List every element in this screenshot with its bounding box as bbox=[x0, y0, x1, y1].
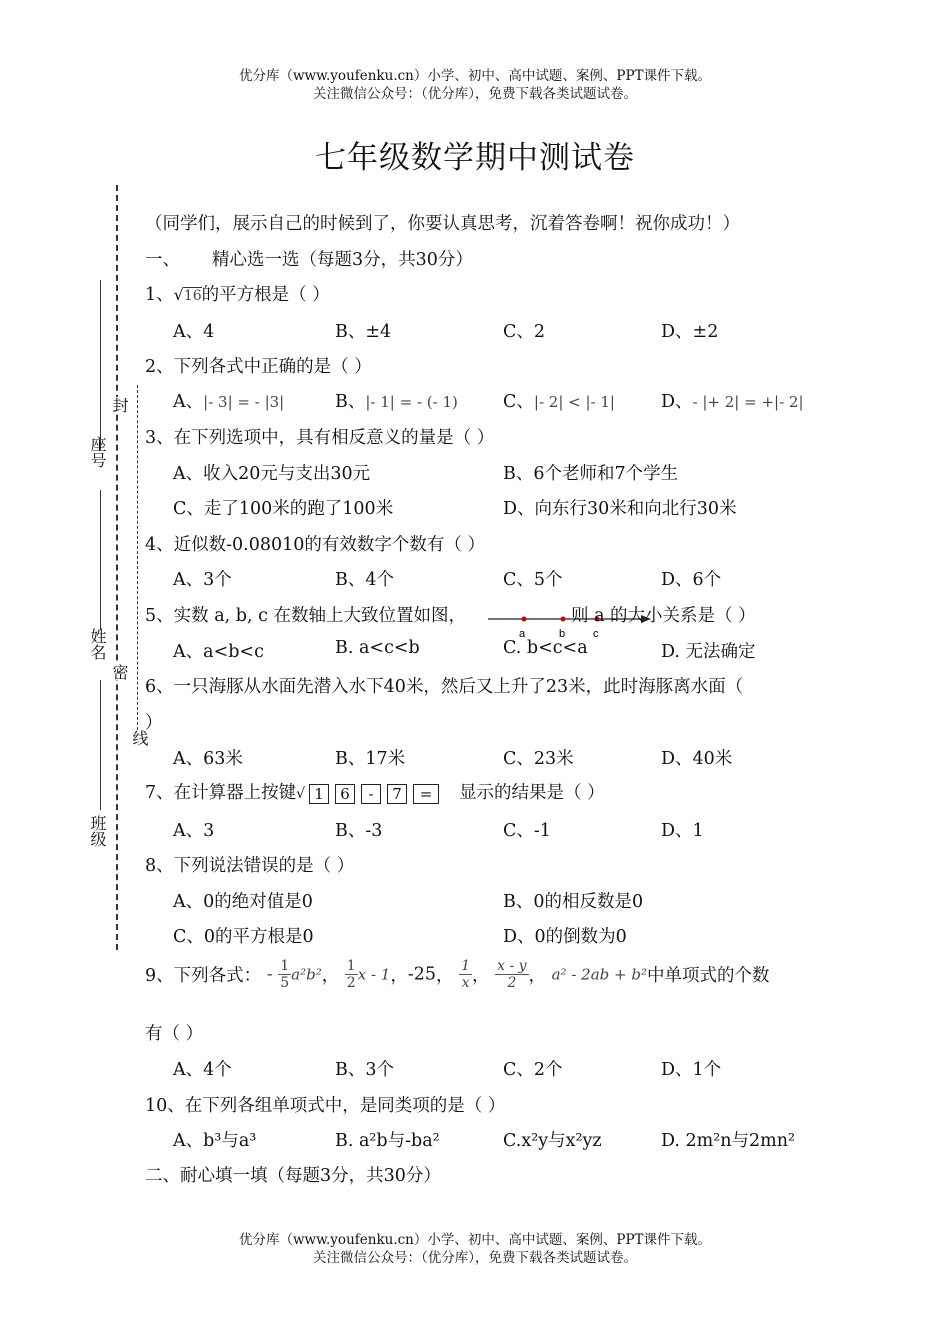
q7-option-d: D、1 bbox=[661, 821, 704, 841]
sqrt-icon: √ bbox=[173, 285, 184, 304]
q6-option-c: C、23米 bbox=[503, 749, 574, 769]
q8-option-c: C、0的平方根是0 bbox=[173, 927, 314, 947]
key-6: 6 bbox=[335, 784, 355, 804]
key-1: 1 bbox=[309, 784, 329, 804]
q8-option-d: D、0的倒数为0 bbox=[503, 927, 627, 947]
q10-option-a: A、b³与a³ bbox=[173, 1131, 257, 1151]
q9-option-d: D、1个 bbox=[661, 1060, 722, 1080]
point-b-label: b bbox=[559, 628, 566, 640]
q8-option-b: B、0的相反数是0 bbox=[503, 892, 644, 912]
section2-title: 二、耐心填一填（每题3分，共30分） bbox=[145, 1166, 441, 1186]
q5-option-d: D. 无法确定 bbox=[661, 642, 756, 662]
q9-frac-2-den: 2 bbox=[346, 975, 356, 991]
footer-line-2: 关注微信公众号：（优分库），免费下载各类试题试卷。 bbox=[313, 1250, 637, 1266]
seat-label: 座号 bbox=[88, 436, 107, 468]
q6-stem: 6、一只海豚从水面先潜入水下40米，然后又上升了23米，此时海豚离水面（ bbox=[145, 677, 744, 697]
q9-suffix: 中单项式的个数 bbox=[646, 966, 770, 986]
point-a-label: a bbox=[519, 628, 526, 640]
q9-comma: ， bbox=[472, 966, 490, 986]
q9-option-a: A、4个 bbox=[173, 1060, 232, 1080]
q2-stem: 2、下列各式中正确的是（ ） bbox=[145, 357, 372, 377]
q9-frac-1-den: 5 bbox=[280, 975, 290, 991]
binding-inner-dashed-line bbox=[137, 385, 138, 740]
q7-option-b: B、-3 bbox=[335, 821, 383, 841]
binding-dashed-line bbox=[116, 185, 118, 950]
q1-stem bbox=[145, 281, 330, 306]
q9-comma: ， bbox=[436, 966, 454, 986]
q7-option-a: A、3 bbox=[173, 821, 215, 841]
q4-option-a: A、3个 bbox=[173, 570, 232, 590]
page-title: 七年级数学期中测试卷 bbox=[315, 140, 635, 176]
q2-c-expr: |- 2| < |- 1| bbox=[533, 393, 615, 411]
name-label: 姓名 bbox=[88, 628, 107, 660]
q2-a-label: A、 bbox=[173, 392, 204, 412]
q9-frac-4-den: 2 bbox=[507, 975, 517, 991]
q8-option-a: A、0的绝对值是0 bbox=[173, 892, 313, 912]
q2-b-expr: |- 1| = - (- 1) bbox=[365, 393, 458, 411]
line-label: 线 bbox=[130, 730, 149, 746]
q3-option-a: A、收入20元与支出30元 bbox=[173, 464, 371, 484]
q5-option-b: B. a<c<b bbox=[335, 638, 420, 658]
name-blank-line bbox=[100, 490, 101, 630]
q2-a-expr: |- 3| = - |3| bbox=[203, 393, 285, 411]
q2-d-label: D、 bbox=[661, 392, 693, 412]
q2-option-d bbox=[661, 388, 804, 413]
section1-number: 一、 bbox=[145, 250, 180, 270]
q3-stem: 3、在下列选项中，具有相反意义的量是（ ） bbox=[145, 428, 495, 448]
q9-frac-1-num: 1 bbox=[280, 958, 290, 974]
q9-frac-4-num: x - y bbox=[497, 958, 527, 974]
q9-frac-3-num: 1 bbox=[461, 958, 471, 974]
q6-option-d: D、40米 bbox=[661, 749, 733, 769]
q9-expr-2: x - 1 bbox=[357, 965, 391, 984]
q1-option-a: A、4 bbox=[173, 322, 215, 342]
q9-expr-3: -25 bbox=[407, 964, 437, 985]
section1-title: 精心选一选（每题3分，共30分） bbox=[212, 250, 473, 270]
q9-comma: ， bbox=[321, 966, 340, 986]
q1-option-d: D、±2 bbox=[661, 322, 719, 342]
q4-option-c: C、5个 bbox=[503, 570, 563, 590]
q9-continuation: 有（ ） bbox=[145, 1024, 204, 1044]
key-7: 7 bbox=[387, 784, 407, 804]
q8-stem: 8、下列说法错误的是（ ） bbox=[145, 856, 355, 876]
q5-stem-pre: 5、实数 a, b, c 在数轴上大致位置如图， bbox=[145, 606, 466, 626]
q2-d-expr: - |+ 2| = +|- 2| bbox=[692, 393, 804, 411]
q2-option-b bbox=[335, 388, 458, 413]
q9-frac-2 bbox=[345, 958, 358, 991]
key-equals: = bbox=[413, 784, 439, 804]
seat-blank-line bbox=[100, 280, 101, 450]
q6-option-a: A、63米 bbox=[173, 749, 243, 769]
class-label: 班级 bbox=[88, 815, 107, 847]
q7-option-c: C、-1 bbox=[503, 821, 551, 841]
q5-stem-post: 则 a 的大小关系是（ ） bbox=[571, 606, 756, 626]
q2-b-label: B、 bbox=[335, 392, 366, 412]
q2-c-label: C、 bbox=[503, 392, 534, 412]
q9-comma: ， bbox=[528, 966, 547, 986]
q1-option-c: C、2 bbox=[503, 322, 546, 342]
point-a bbox=[522, 617, 527, 622]
q1-suffix: 的平方根是（ ） bbox=[201, 285, 330, 305]
q10-option-b: B. a²b与-ba² bbox=[335, 1131, 440, 1151]
q9-prefix: 9、下列各式： bbox=[145, 966, 262, 986]
q9-frac-4 bbox=[495, 958, 528, 991]
footer-line-1: 优分库（www.youfenku.cn）小学、初中、高中试题、案例、PPT课件下载。 bbox=[238, 1232, 712, 1248]
q9-expr-1: a²b² bbox=[291, 965, 322, 984]
seal-label: 封 bbox=[110, 397, 129, 413]
q9-option-b: B、3个 bbox=[335, 1060, 394, 1080]
q1-option-b: B、±4 bbox=[335, 322, 392, 342]
q4-stem: 4、近似数-0.08010的有效数字个数有（ ） bbox=[145, 535, 485, 555]
header-line-1: 优分库（www.youfenku.cn）小学、初中、高中试题、案例、PPT课件下载。 bbox=[238, 68, 712, 84]
q9-minus: - bbox=[266, 964, 273, 985]
q9-option-c: C、2个 bbox=[503, 1060, 563, 1080]
intro-text: （同学们，展示自己的时候到了，你要认真思考，沉着答卷啊！祝你成功！） bbox=[145, 214, 740, 234]
q2-option-a bbox=[173, 388, 284, 413]
q9-frac-3-den: x bbox=[461, 975, 470, 991]
secret-label: 密 bbox=[110, 664, 129, 680]
q9-frac-2-num: 1 bbox=[346, 958, 356, 974]
q10-option-c: C.x²y与x²yz bbox=[503, 1131, 602, 1151]
q3-option-b: B、6个老师和7个学生 bbox=[503, 464, 679, 484]
q3-option-c: C、走了100米的跑了100米 bbox=[173, 499, 394, 519]
q3-option-d: D、向东行30米和向北行30米 bbox=[503, 499, 737, 519]
q7-prefix: 7、在计算器上按键 bbox=[145, 783, 297, 803]
q9-expr-5: a² - 2ab + b² bbox=[551, 965, 647, 984]
q9-frac-3 bbox=[459, 958, 472, 991]
q6-option-b: B、17米 bbox=[335, 749, 406, 769]
q7-stem bbox=[145, 779, 605, 804]
q4-option-b: B、4个 bbox=[335, 570, 394, 590]
sqrt-key-icon: √ bbox=[296, 786, 306, 802]
key-minus: - bbox=[361, 784, 381, 804]
q10-stem: 10、在下列各组单项式中，是同类项的是（ ） bbox=[145, 1096, 506, 1116]
q2-option-c bbox=[503, 388, 615, 413]
q1-prefix: 1、 bbox=[145, 285, 174, 305]
class-blank-line bbox=[100, 680, 101, 810]
q9-stem bbox=[145, 958, 769, 991]
point-b bbox=[561, 617, 566, 622]
q1-radicand: 16 bbox=[183, 288, 202, 304]
q4-option-d: D、6个 bbox=[661, 570, 722, 590]
q7-suffix: 显示的结果是（ ） bbox=[459, 783, 605, 803]
point-c-label: c bbox=[593, 628, 599, 640]
q9-frac-1 bbox=[278, 958, 291, 991]
header-line-2: 关注微信公众号：（优分库），免费下载各类试题试卷。 bbox=[313, 86, 637, 102]
q10-option-d: D. 2m²n与2mn² bbox=[661, 1131, 796, 1151]
q9-comma: ， bbox=[390, 966, 408, 986]
q5-option-a: A、a<b<c bbox=[173, 642, 264, 662]
q5-option-c: C. b<c<a bbox=[503, 638, 588, 658]
q6-close-paren: ） bbox=[145, 713, 163, 733]
